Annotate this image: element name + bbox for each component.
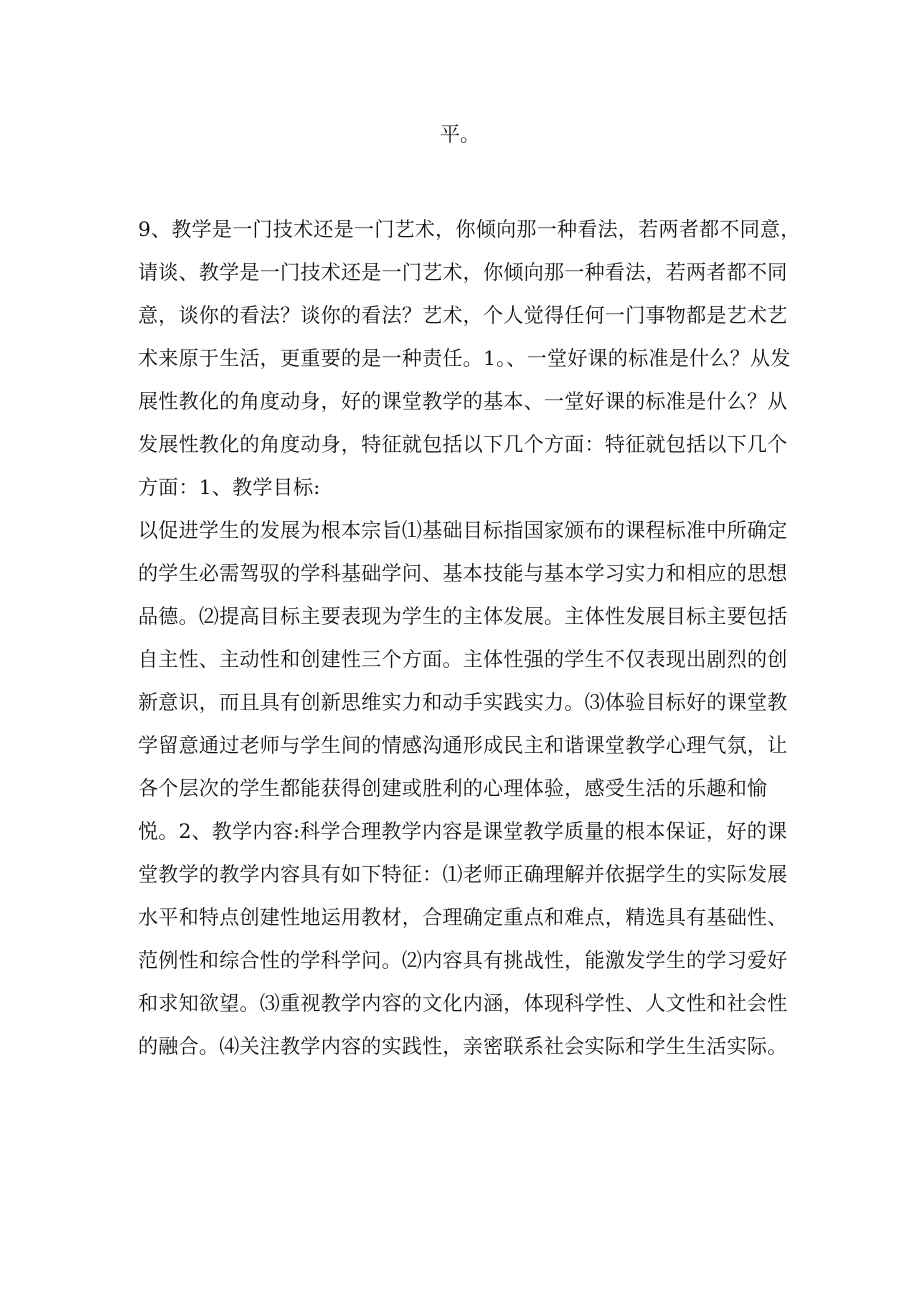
text-line-6: 发展性教化的角度动身，特征就包括以下几个方面：特征就包括以下几个 bbox=[138, 432, 788, 456]
text-line-1: 9、教学是一门技术还是一门艺术，你倾向那一种看法，若两者都不同意， bbox=[138, 217, 801, 241]
text-line-3: 意，谈你的看法？谈你的看法？艺术，个人觉得任何一门事物都是艺术艺 bbox=[138, 303, 788, 327]
top-fragment: 平。 bbox=[440, 122, 480, 146]
text-line-11: 自主性、主动性和创建性三个方面。主体性强的学生不仅表现出剧烈的创 bbox=[138, 647, 788, 671]
text-line-7: 方面：1、教学目标: bbox=[138, 475, 321, 499]
text-line-12: 新意识，而且具有创新思维实力和动手实践实力。⑶体验目标好的课堂教 bbox=[138, 690, 788, 714]
text-line-10: 品德。⑵提高目标主要表现为学生的主体发展。主体性发展目标主要包括 bbox=[138, 604, 788, 628]
text-line-13: 学留意通过老师与学生间的情感沟通形成民主和谐课堂教学心理气氛，让 bbox=[138, 733, 788, 757]
text-line-9: 的学生必需驾驭的学科基础学问、基本技能与基本学习实力和相应的思想 bbox=[138, 561, 788, 585]
text-line-19: 和求知欲望。⑶重视教学内容的文化内涵，体现科学性、人文性和社会性 bbox=[138, 991, 788, 1015]
text-line-8: 以促进学生的发展为根本宗旨⑴基础目标指国家颁布的课程标准中所确定 bbox=[138, 518, 788, 542]
text-line-14: 各个层次的学生都能获得创建或胜利的心理体验，感受生活的乐趣和愉 bbox=[138, 776, 768, 800]
text-line-16: 堂教学的教学内容具有如下特征：⑴老师正确理解并依据学生的实际发展 bbox=[138, 862, 788, 886]
text-line-20: 的融合。⑷关注教学内容的实践性，亲密联系社会实际和学生生活实际。 bbox=[138, 1034, 788, 1058]
text-line-4: 术来原于生活，更重要的是一种责任。1。、一堂好课的标准是什么？从发 bbox=[138, 346, 791, 370]
text-line-15: 悦。2、教学内容:科学合理教学内容是课堂教学质量的根本保证，好的课 bbox=[138, 819, 788, 843]
text-line-2: 请谈、教学是一门技术还是一门艺术，你倾向那一种看法，若两者都不同 bbox=[138, 260, 788, 284]
text-line-18: 范例性和综合性的学科学问。⑵内容具有挑战性，能激发学生的学习爱好 bbox=[138, 948, 788, 972]
text-line-5: 展性教化的角度动身，好的课堂教学的基本、一堂好课的标准是什么？从 bbox=[138, 389, 788, 413]
text-line-17: 水平和特点创建性地运用教材，合理确定重点和难点，精选具有基础性、 bbox=[138, 905, 788, 929]
